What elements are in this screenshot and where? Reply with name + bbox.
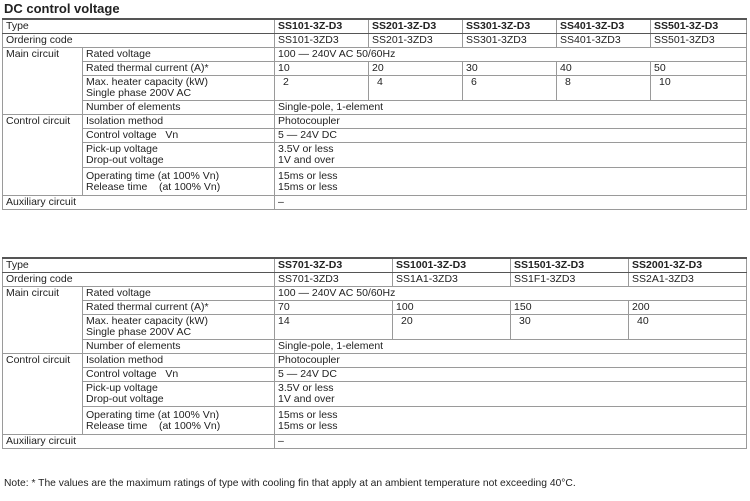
control-circuit-label: Control circuit [3,354,83,435]
operating-release-label [83,407,275,435]
dropout-label: Drop-out voltage [86,154,164,166]
ordering-code-row [3,34,747,48]
ordering-code-cell: SS701-3ZD3 [275,273,393,287]
pickup-dropout-label [83,143,275,168]
max-heater-line2: Single phase 200V AC [86,326,192,338]
auxiliary-circuit-row [3,196,747,210]
isolation-method-value: Photocoupler [275,115,747,129]
isolation-method-label: Isolation method [83,354,275,368]
thermal-current-cell: 200 [629,301,747,315]
number-of-elements-label: Number of elements [83,340,275,354]
type-cell: SS1001-3Z-D3 [393,258,511,273]
number-of-elements-row [3,101,747,115]
type-cell: SS501-3Z-D3 [651,19,747,34]
ordering-code-cell: SS2A1-3ZD3 [629,273,747,287]
release-time-value: 15ms or less [278,181,338,193]
heater-capacity-cell: 8 [557,76,651,101]
control-voltage-label: Control voltage Vn [83,368,275,382]
max-heater-capacity-label [83,315,275,340]
number-of-elements-row [3,340,747,354]
operating-time-value: 15ms or less [278,409,338,421]
pickup-dropout-label [83,382,275,407]
pickup-dropout-value [275,143,747,168]
auxiliary-circuit-label: Auxiliary circuit [3,435,275,449]
type-cell: SS401-3Z-D3 [557,19,651,34]
ordering-code-cell: SS501-3ZD3 [651,34,747,48]
type-cell: SS101-3Z-D3 [275,19,369,34]
auxiliary-circuit-row [3,435,747,449]
release-time-value: 15ms or less [278,420,338,432]
heater-capacity-cell: 6 [463,76,557,101]
heater-capacity-cell: 40 [629,315,747,340]
rated-voltage-row [3,48,747,62]
rated-voltage-value: 100 — 240V AC 50/60Hz [275,287,747,301]
dropout-label: Drop-out voltage [86,393,164,405]
type-cell: SS701-3Z-D3 [275,258,393,273]
ordering-code-label: Ordering code [3,34,275,48]
thermal-current-cell: 100 [393,301,511,315]
rated-voltage-label: Rated voltage [83,48,275,62]
type-cell: SS201-3Z-D3 [369,19,463,34]
spec-table-2 [2,257,747,449]
control-voltage-label: Control voltage Vn [83,129,275,143]
heater-capacity-cell: 4 [369,76,463,101]
auxiliary-circuit-value: – [275,435,747,449]
type-cell: SS2001-3Z-D3 [629,258,747,273]
thermal-current-cell: 70 [275,301,393,315]
operating-release-row [3,168,747,196]
max-heater-line1: Max. heater capacity (kW) [86,315,208,327]
rated-voltage-row [3,287,747,301]
pickup-dropout-row [3,143,747,168]
thermal-current-cell: 50 [651,62,747,76]
heater-capacity-cell: 10 [651,76,747,101]
operating-release-value [275,168,747,196]
rated-voltage-label: Rated voltage [83,287,275,301]
isolation-method-label: Isolation method [83,115,275,129]
thermal-current-cell: 10 [275,62,369,76]
operating-time-value: 15ms or less [278,170,338,182]
operating-release-row [3,407,747,435]
max-heater-line2: Single phase 200V AC [86,87,192,99]
pickup-label: Pick-up voltage [86,143,158,155]
heater-capacity-cell: 2 [275,76,369,101]
operating-release-label [83,168,275,196]
ordering-code-cell: SS101-3ZD3 [275,34,369,48]
release-time-label: Release time (at 100% Vn) [86,420,221,432]
type-cell: SS301-3Z-D3 [463,19,557,34]
operating-time-label: Operating time (at 100% Vn) [86,170,220,182]
heater-capacity-cell: 30 [511,315,629,340]
max-heater-capacity-row [3,315,747,340]
max-heater-line1: Max. heater capacity (kW) [86,76,208,88]
isolation-method-row [3,354,747,368]
rated-thermal-current-row [3,301,747,315]
auxiliary-circuit-label: Auxiliary circuit [3,196,275,210]
section-title: DC control voltage [4,1,120,16]
thermal-current-cell: 40 [557,62,651,76]
type-row [3,258,747,273]
main-circuit-label: Main circuit [3,287,83,354]
heater-capacity-cell: 20 [393,315,511,340]
pickup-label: Pick-up voltage [86,382,158,394]
dropout-value: 1V and over [278,154,335,166]
type-row [3,19,747,34]
ordering-code-label: Ordering code [3,273,275,287]
control-voltage-value: 5 — 24V DC [275,129,747,143]
isolation-method-row [3,115,747,129]
heater-capacity-cell: 14 [275,315,393,340]
ordering-code-cell: SS301-3ZD3 [463,34,557,48]
main-circuit-label: Main circuit [3,48,83,115]
pickup-dropout-value [275,382,747,407]
number-of-elements-value: Single-pole, 1-element [275,101,747,115]
pickup-value: 3.5V or less [278,143,334,155]
thermal-current-cell: 150 [511,301,629,315]
control-voltage-row [3,129,747,143]
operating-time-label: Operating time (at 100% Vn) [86,409,220,421]
max-heater-capacity-label [83,76,275,101]
spec-table-1 [2,18,747,210]
pickup-value: 3.5V or less [278,382,334,394]
ordering-code-cell: SS401-3ZD3 [557,34,651,48]
ordering-code-cell: SS1A1-3ZD3 [393,273,511,287]
number-of-elements-value: Single-pole, 1-element [275,340,747,354]
type-label: Type [3,19,275,34]
control-circuit-label: Control circuit [3,115,83,196]
type-cell: SS1501-3Z-D3 [511,258,629,273]
ordering-code-cell: SS201-3ZD3 [369,34,463,48]
ordering-code-cell: SS1F1-3ZD3 [511,273,629,287]
ordering-code-row [3,273,747,287]
footnote: Note: * The values are the maximum ratings of type with cooling fin that apply at an ambient temperature not exceeding 40°C. [4,478,576,489]
control-voltage-value: 5 — 24V DC [275,368,747,382]
number-of-elements-label: Number of elements [83,101,275,115]
rated-thermal-current-label: Rated thermal current (A)* [83,301,275,315]
auxiliary-circuit-value: – [275,196,747,210]
thermal-current-cell: 20 [369,62,463,76]
rated-voltage-value: 100 — 240V AC 50/60Hz [275,48,747,62]
max-heater-capacity-row [3,76,747,101]
type-label: Type [3,258,275,273]
rated-thermal-current-row [3,62,747,76]
operating-release-value [275,407,747,435]
thermal-current-cell: 30 [463,62,557,76]
release-time-label: Release time (at 100% Vn) [86,181,221,193]
isolation-method-value: Photocoupler [275,354,747,368]
dropout-value: 1V and over [278,393,335,405]
rated-thermal-current-label: Rated thermal current (A)* [83,62,275,76]
pickup-dropout-row [3,382,747,407]
control-voltage-row [3,368,747,382]
